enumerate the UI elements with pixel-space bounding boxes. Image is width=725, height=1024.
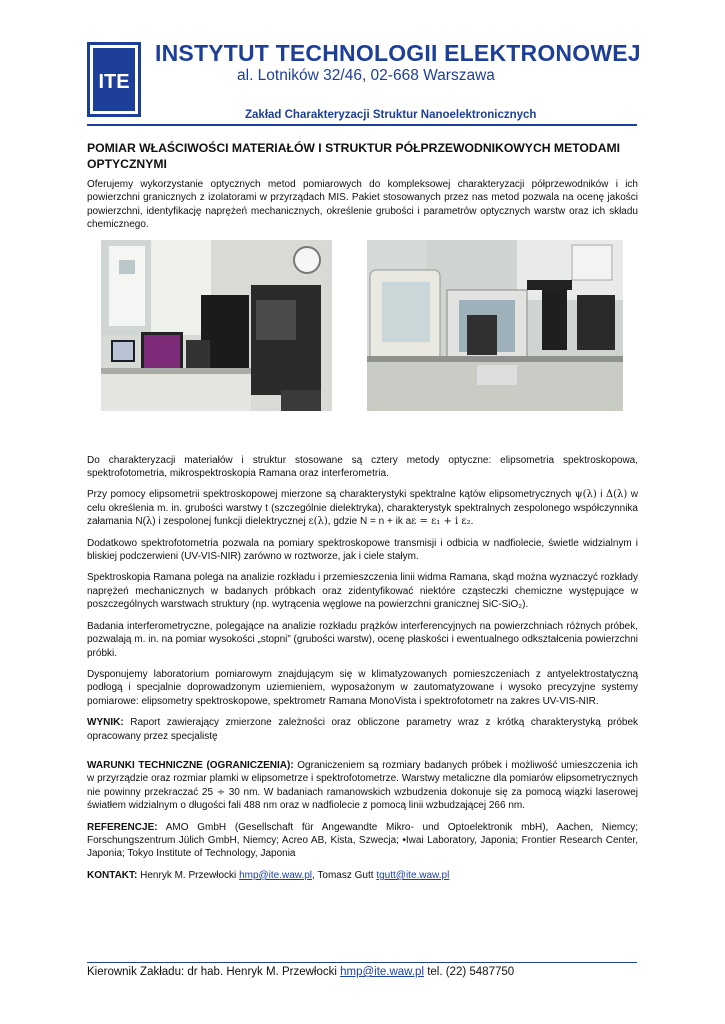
lab-photo-right <box>367 240 623 411</box>
header-divider <box>87 124 637 126</box>
photo-row <box>87 240 638 440</box>
institute-name: INSTYTUT TECHNOLOGII ELEKTRONOWEJ <box>155 40 641 66</box>
footer <box>87 966 514 978</box>
contact-paragraph: KONTAKT: Henryk M. Przewłocki hmp@ite.waw.pl, Tomasz Gutt tgutt@ite.waw.pl <box>87 869 450 881</box>
footer-email-link[interactable]: hmp@ite.waw.pl <box>340 966 424 978</box>
technical-conditions-paragraph: WARUNKI TECHNICZNE (OGRANICZENIA): Ograniczeniem są rozmiary badanych próbek i możliwość umieszczenia ich w przyrządzie oraz rozmiar plamki w elipsometrze i spektrofotometrze. Warstwy metaliczne dla pomiarów elipsometrycznych nie powinny przekraczać 25 ÷ 30 nm. W badaniach ramanowskich wzbudzenia dokonuje się za pomocą wiązki laserowej światłem widzialnym o długości fali 488 nm oraz w nadfiolecie z pomocą linii wzbudzającej 266 nm. <box>87 759 638 812</box>
methods-paragraph: Do charakteryzacji materiałów i struktur stosowane są cztery metody optyczne: elipsometria spektroskopowa, spektrofotometria, mikrospektroskopia Ramana oraz interferometria. <box>87 454 638 480</box>
interferometry-paragraph: Badania interferometryczne, polegające na analizie rozkładu prążków interferencyjnych na powierzchniach różnych próbek, pozwalają m. in. na pomiar wysokości „stopni” (grubości warstw), ocenę płaskości i ewentualnego odkształcenia powierzchni próbki. <box>87 620 638 659</box>
result-paragraph: WYNIK: Raport zawierający zmierzone zależności oraz obliczone parametry wraz z krótką charakterystyką próbek opracowany przez specjalistę <box>87 717 638 742</box>
spectrophotometry-paragraph: Dodatkowo spektrofotometria pozwala na pomiary spektroskopowe transmisji i odbicia w nadfiolecie, świetle widzialnym i bliskiej podczerwieni (UV-VIS-NIR) zarówno w roztworze, jak i ciele stałym. <box>87 537 638 563</box>
contact-email-link-1[interactable]: hmp@ite.waw.pl <box>239 869 313 881</box>
footer-text: Kierownik Zakładu: dr hab. Henryk M. Przewłocki <box>87 966 341 978</box>
lab-photo-left <box>101 240 332 411</box>
institute-address: al. Lotników 32/46, 02-668 Warszawa <box>237 67 495 84</box>
logo-text: ITE <box>98 71 130 93</box>
contact-email-link-2[interactable]: tgutt@ite.waw.pl <box>376 869 450 881</box>
raman-paragraph: Spektroskopia Ramana polega na analizie rozkładu i przemieszczenia linii widma Ramana, skąd można wyznaczyć rozkłady naprężeń mechanicznych w badanych próbkach oraz zidentyfikować niektóre cząsteczki chemiczne występujące w poszczególnych warstwach struktury (np. wytrącenia węglowe na powierzchni granicznej SiC-SiO₂). <box>87 572 638 611</box>
intro-paragraph: Oferujemy wykorzystanie optycznych metod pomiarowych do kompleksowej charakteryzacji półprzewodników i ich powierzchni granicznych z izolatorami w przyrządach MIS. Pakiet stosowanych przez nas metod pozwala na ocenę jakości powierzchni, identyfikację naprężeń mechanicznych, określenie grubości i parametrów optycznych warstw oraz ich składu chemicznego. <box>87 179 638 231</box>
department-name: Zakład Charakteryzacji Struktur Nanoelektronicznych <box>245 109 537 121</box>
ellipsometry-paragraph: Przy pomocy elipsometrii spektroskopowej mierzone są charakterystyki spektralne kątów elipsometrycznych ψ(λ) i Δ(λ) w celu określenia m. in. grubości warstwy t (szczególnie dielektryka), charakterystyk spektralnych zespolonego współczynnika załamania N(λ) i zespolonej funkcji dielektrycznej ε(λ), gdzie N = n + ik aε = ε₁ + i ε₂. <box>87 489 638 528</box>
ite-logo <box>87 42 141 117</box>
document-title: POMIAR WŁAŚCIWOŚCI MATERIAŁÓW I STRUKTUR PÓŁPRZEWODNIKOWYCH METODAMI OPTYCZNYMI <box>87 141 621 171</box>
references-paragraph: REFERENCJE: AMO GmbH (Gesellschaft für Angewandte Mikro- und Optoelektronik mbH), Aachen, Niemcy; Forschungszentrum Jülich GmbH, Niemcy; Acreo AB, Kista, Szwecja; •Iwai Laboratory, Japonia; Frontier Research Center, Japonia; Tokyo Institute of Technology, Japonia <box>87 821 638 860</box>
document-body <box>87 141 638 890</box>
laboratory-paragraph: Dysponujemy laboratorium pomiarowym znajdującym się w klimatyzowanych pomieszczeniach z antyelektrostatyczną podłogą i specjalnie doprowadzonym uziemieniem, wyposażonym w zautomatyzowane i wysoko precyzyjne systemy pomiarowe: elipsometry spektroskopowe, spektrometr Ramana MonoVista i spektrofotometr na zakres UV-VIS-NIR. <box>87 668 638 707</box>
footer-divider <box>87 962 637 963</box>
footer-phone: tel. (22) 5487750 <box>424 966 515 978</box>
